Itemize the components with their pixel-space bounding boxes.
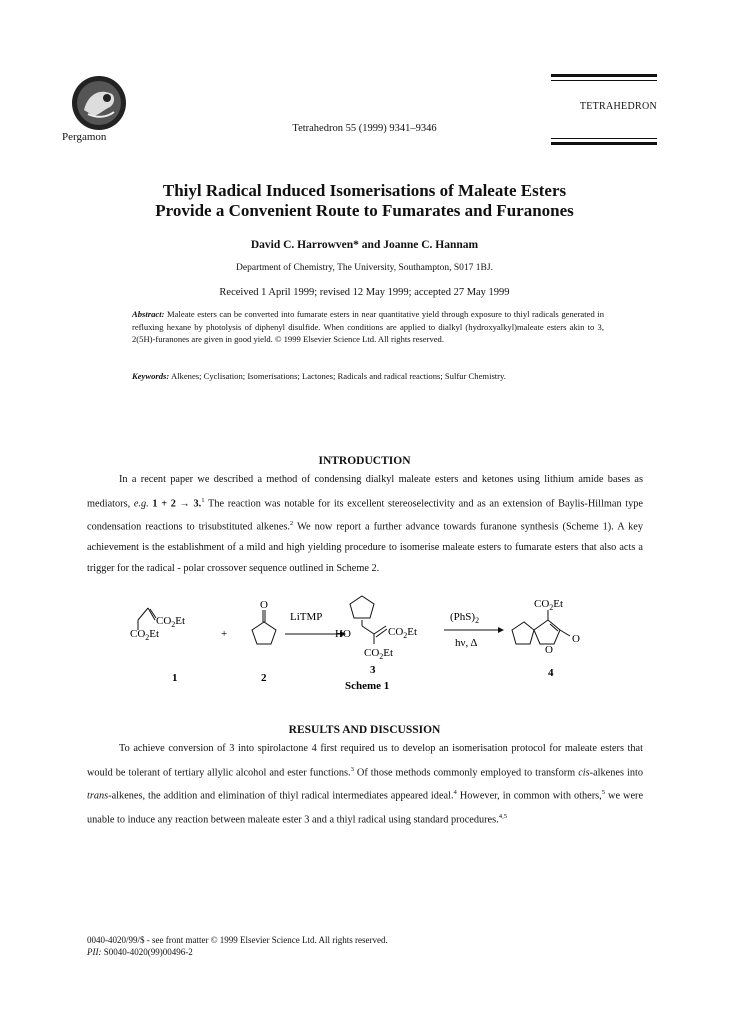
introduction-paragraph [87,470,643,579]
pii-label: PII: [87,947,102,957]
title-line-2: Provide a Convenient Route to Fumarates and Furanones [155,201,574,220]
keywords-label: Keywords: [132,371,170,381]
ref-1: 1 [201,496,205,504]
abstract [132,308,604,346]
pii-line [87,946,388,958]
scheme-1-diagram [130,590,620,700]
results-cis: cis [578,766,590,778]
intro-text-a: In a recent paper we described a method of condensing dialkyl maleate esters and ketones using lithium amide bases as mediators, [87,474,643,509]
journal-name: TETRAHEDRON [579,101,657,112]
copyright-line: 0040-4020/99/$ - see front matter © 1999 Elsevier Science Ltd. All rights reserved. [87,935,388,945]
keywords-text: Alkenes; Cyclisation; Isomerisations; Lactones; Radicals and radical reactions; Sulfur Chemistry. [170,371,506,381]
results-text-a: To achieve conversion of 3 into spirolactone 4 first required us to develop an isomerisation protocol for maleate esters that would be tolerant of tertiary allylic alcohol and ester functions. [87,743,643,778]
pii-value: S0040-4020(99)00496-2 [101,947,193,957]
header-rule-top-thin [551,80,657,81]
ref-5: 5 [601,789,606,797]
keywords [132,371,612,381]
reagent-hv: hν, Δ [455,637,478,649]
compound-4-structure [512,610,570,644]
results-text-c: -alkenes into [589,766,644,778]
compound-1-label: 1 [172,672,178,684]
article-title [0,181,729,221]
journal-citation: Tetrahedron 55 (1999) 9341–9346 [292,123,437,134]
compound-2-label: 2 [261,672,267,684]
title-line-1: Thiyl Radical Induced Isomerisations of Maleate Esters [162,181,567,200]
publisher-name: Pergamon [62,131,107,143]
results-text-d: -alkenes, the addition and elimination of thiyl radical intermediates appeared ideal. [108,790,454,802]
compound-3-label: 3 [370,664,376,676]
intro-text-d: We now report a further advance towards furanone synthesis (Scheme 1). A key achievement is the establishment of a mild and high yielding procedure to isomerise maleate esters to fumarate esters that also acts a trigger for the radical - polar crossover sequence outlined in Scheme 2. [87,521,643,574]
intro-eg: e.g. [133,497,149,509]
ref-4: 4 [453,789,457,797]
ref-4-5: 4,5 [498,813,508,821]
compound-4-label: 4 [548,667,554,679]
compound-1-structure [138,608,156,630]
scheme-label: Scheme 1 [345,680,390,692]
plus-sign: + [221,628,228,640]
results-paragraph [87,739,643,831]
c4-ring-o: O [545,644,553,656]
received-dates: Received 1 April 1999; revised 12 May 1999; accepted 27 May 1999 [219,287,510,298]
c3-ester-bottom: $CO_2Et$ [364,647,394,661]
ref-2: 2 [289,520,294,528]
author-list: David C. Harrowven* and Joanne C. Hannam [250,239,479,251]
c2-oxygen: O [260,599,268,611]
header-rule-bottom-thin [551,138,657,139]
c1-ester-bottom: $CO_2Et$ [130,628,160,642]
affiliation: Department of Chemistry, The University, Southampton, S017 1BJ. [236,263,493,273]
header-rule-bottom [551,142,657,145]
results-text-b: Of those methods commonly employed to transform [353,766,579,778]
ref-3: 3 [350,765,354,773]
introduction-heading: INTRODUCTION [318,455,411,467]
arrow-2-head [498,627,504,633]
footer [87,934,388,958]
abstract-label: Abstract: [132,309,165,319]
results-trans: trans [87,790,109,802]
results-heading: RESULTS AND DISCUSSION [288,724,441,736]
c4-ester: $CO_2Et$ [534,598,564,612]
intro-text-c: The reaction was notable for its excellent stereoselectivity and as an extension of Baylis-Hillman type condensation reactions to trisubstituted alkenes. [87,497,643,533]
reagent-phs2: $(PhS)_2$ [450,611,480,625]
compound-2-structure [252,610,276,644]
c1-ester-top: $CO_2Et$ [156,615,186,629]
reagent-litmp: LiTMP [290,611,323,623]
compound-3-structure [350,596,387,644]
results-text-f: we were unable to induce any reaction between maleate ester 3 and a thiyl radical using standard procedures. [87,790,644,826]
abstract-text: Maleate esters can be converted into fumarate esters in near quantitative yield through exposure to thiyl radicals generated in refluxing hexane by photolysis of diphenyl disulfide. When conditions are applied to dialkyl (hydroxyalkyl)maleate esters akin to 3, 2(5H)-furanones are given in good yield. © 1999 Elsevier Science Ltd. All rights reserved. [132,309,604,344]
c3-hydroxyl: HO [335,628,351,640]
c4-carbonyl-o: O [572,633,580,645]
header-rule-top [551,74,657,77]
intro-eq: 1 + 2 → 3. [148,497,202,509]
c3-ester-right: $CO_2Et$ [388,626,418,640]
results-text-e: However, in common with others, [456,790,602,802]
